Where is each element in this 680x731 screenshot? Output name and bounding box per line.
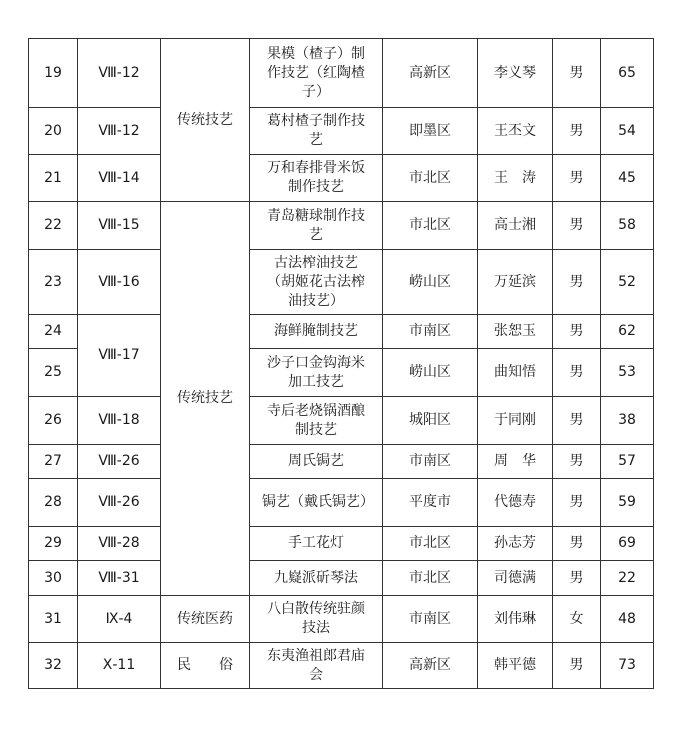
item-code: Ⅸ-4 <box>78 596 161 643</box>
age: 38 <box>601 397 654 445</box>
project-name: 万和春排骨米饭制作技艺 <box>250 155 383 202</box>
row-number: 27 <box>29 445 78 479</box>
age: 65 <box>601 39 654 108</box>
item-code: Ⅷ-15 <box>78 202 161 250</box>
age: 69 <box>601 527 654 561</box>
project-name: 锔艺（戴氏锔艺） <box>250 479 383 527</box>
project-name: 沙子口金钩海米加工技艺 <box>250 349 383 397</box>
age: 45 <box>601 155 654 202</box>
inheritor-name: 刘伟琳 <box>478 596 553 643</box>
gender: 男 <box>553 315 601 349</box>
gender: 男 <box>553 445 601 479</box>
item-code: Ⅷ-26 <box>78 479 161 527</box>
table-row <box>29 108 654 155</box>
category-cell: 民 俗 <box>161 643 250 689</box>
item-code: Ⅷ-31 <box>78 561 161 596</box>
table-row <box>29 596 654 643</box>
item-code: Ⅷ-16 <box>78 250 161 315</box>
gender: 男 <box>553 39 601 108</box>
district: 城阳区 <box>383 397 478 445</box>
row-number: 22 <box>29 202 78 250</box>
gender: 男 <box>553 527 601 561</box>
project-name: 青岛糖球制作技艺 <box>250 202 383 250</box>
item-code: Ⅷ-12 <box>78 39 161 108</box>
table-row <box>29 397 654 445</box>
district: 即墨区 <box>383 108 478 155</box>
inheritor-name: 司德满 <box>478 561 553 596</box>
table-row <box>29 250 654 315</box>
table-row <box>29 527 654 561</box>
age: 59 <box>601 479 654 527</box>
table-row <box>29 479 654 527</box>
age: 58 <box>601 202 654 250</box>
district: 崂山区 <box>383 250 478 315</box>
project-name: 八白散传统驻颜技法 <box>250 596 383 643</box>
row-number: 31 <box>29 596 78 643</box>
district: 高新区 <box>383 643 478 689</box>
heritage-inheritors-table <box>28 38 654 689</box>
age: 22 <box>601 561 654 596</box>
age: 54 <box>601 108 654 155</box>
gender: 男 <box>553 643 601 689</box>
inheritor-name: 周 华 <box>478 445 553 479</box>
project-name: 果模（楂子）制作技艺（红陶楂子） <box>250 39 383 108</box>
row-number: 30 <box>29 561 78 596</box>
table-row <box>29 202 654 250</box>
inheritor-name: 张恕玉 <box>478 315 553 349</box>
district: 市北区 <box>383 527 478 561</box>
gender: 男 <box>553 250 601 315</box>
gender: 男 <box>553 155 601 202</box>
project-name: 寺后老烧锅酒酿制技艺 <box>250 397 383 445</box>
district: 市南区 <box>383 445 478 479</box>
item-code: Ⅷ-12 <box>78 108 161 155</box>
inheritor-name: 王 涛 <box>478 155 553 202</box>
project-name: 古法榨油技艺（胡姬花古法榨油技艺） <box>250 250 383 315</box>
table-row <box>29 445 654 479</box>
inheritor-name: 李义琴 <box>478 39 553 108</box>
age: 53 <box>601 349 654 397</box>
inheritor-name: 万延滨 <box>478 250 553 315</box>
gender: 男 <box>553 108 601 155</box>
item-code: Ⅷ-18 <box>78 397 161 445</box>
table-row <box>29 155 654 202</box>
gender: 男 <box>553 349 601 397</box>
project-name: 手工花灯 <box>250 527 383 561</box>
row-number: 23 <box>29 250 78 315</box>
age: 52 <box>601 250 654 315</box>
gender: 男 <box>553 479 601 527</box>
project-name: 葛村楂子制作技艺 <box>250 108 383 155</box>
district: 市北区 <box>383 561 478 596</box>
category-cell: 传统技艺 <box>161 39 250 202</box>
item-code: Ⅷ-14 <box>78 155 161 202</box>
gender: 男 <box>553 561 601 596</box>
gender: 男 <box>553 397 601 445</box>
row-number: 29 <box>29 527 78 561</box>
inheritor-name: 代德寿 <box>478 479 553 527</box>
project-name: 周氏锔艺 <box>250 445 383 479</box>
inheritor-name: 高士湘 <box>478 202 553 250</box>
project-name: 东夷渔祖郎君庙会 <box>250 643 383 689</box>
item-code: Ⅷ-28 <box>78 527 161 561</box>
inheritor-name: 王丕文 <box>478 108 553 155</box>
table-row <box>29 561 654 596</box>
row-number: 32 <box>29 643 78 689</box>
gender: 男 <box>553 202 601 250</box>
age: 48 <box>601 596 654 643</box>
district: 市北区 <box>383 202 478 250</box>
row-number: 25 <box>29 349 78 397</box>
inheritor-name: 曲知悟 <box>478 349 553 397</box>
row-number: 28 <box>29 479 78 527</box>
table-row <box>29 315 654 349</box>
category-cell: 传统医药 <box>161 596 250 643</box>
item-code: Ⅹ-11 <box>78 643 161 689</box>
inheritor-name: 于同刚 <box>478 397 553 445</box>
district: 平度市 <box>383 479 478 527</box>
project-name: 九嶷派斫琴法 <box>250 561 383 596</box>
district: 市南区 <box>383 596 478 643</box>
row-number: 24 <box>29 315 78 349</box>
age: 57 <box>601 445 654 479</box>
age: 62 <box>601 315 654 349</box>
row-number: 20 <box>29 108 78 155</box>
project-name: 海鲜腌制技艺 <box>250 315 383 349</box>
table-row <box>29 643 654 689</box>
table-row <box>29 39 654 108</box>
gender: 女 <box>553 596 601 643</box>
item-code: Ⅷ-26 <box>78 445 161 479</box>
inheritor-name: 韩平德 <box>478 643 553 689</box>
item-code: Ⅷ-17 <box>78 315 161 397</box>
row-number: 26 <box>29 397 78 445</box>
district: 市南区 <box>383 315 478 349</box>
district: 高新区 <box>383 39 478 108</box>
row-number: 21 <box>29 155 78 202</box>
inheritor-name: 孙志芳 <box>478 527 553 561</box>
category-cell: 传统技艺 <box>161 202 250 596</box>
age: 73 <box>601 643 654 689</box>
district: 市北区 <box>383 155 478 202</box>
district: 崂山区 <box>383 349 478 397</box>
row-number: 19 <box>29 39 78 108</box>
